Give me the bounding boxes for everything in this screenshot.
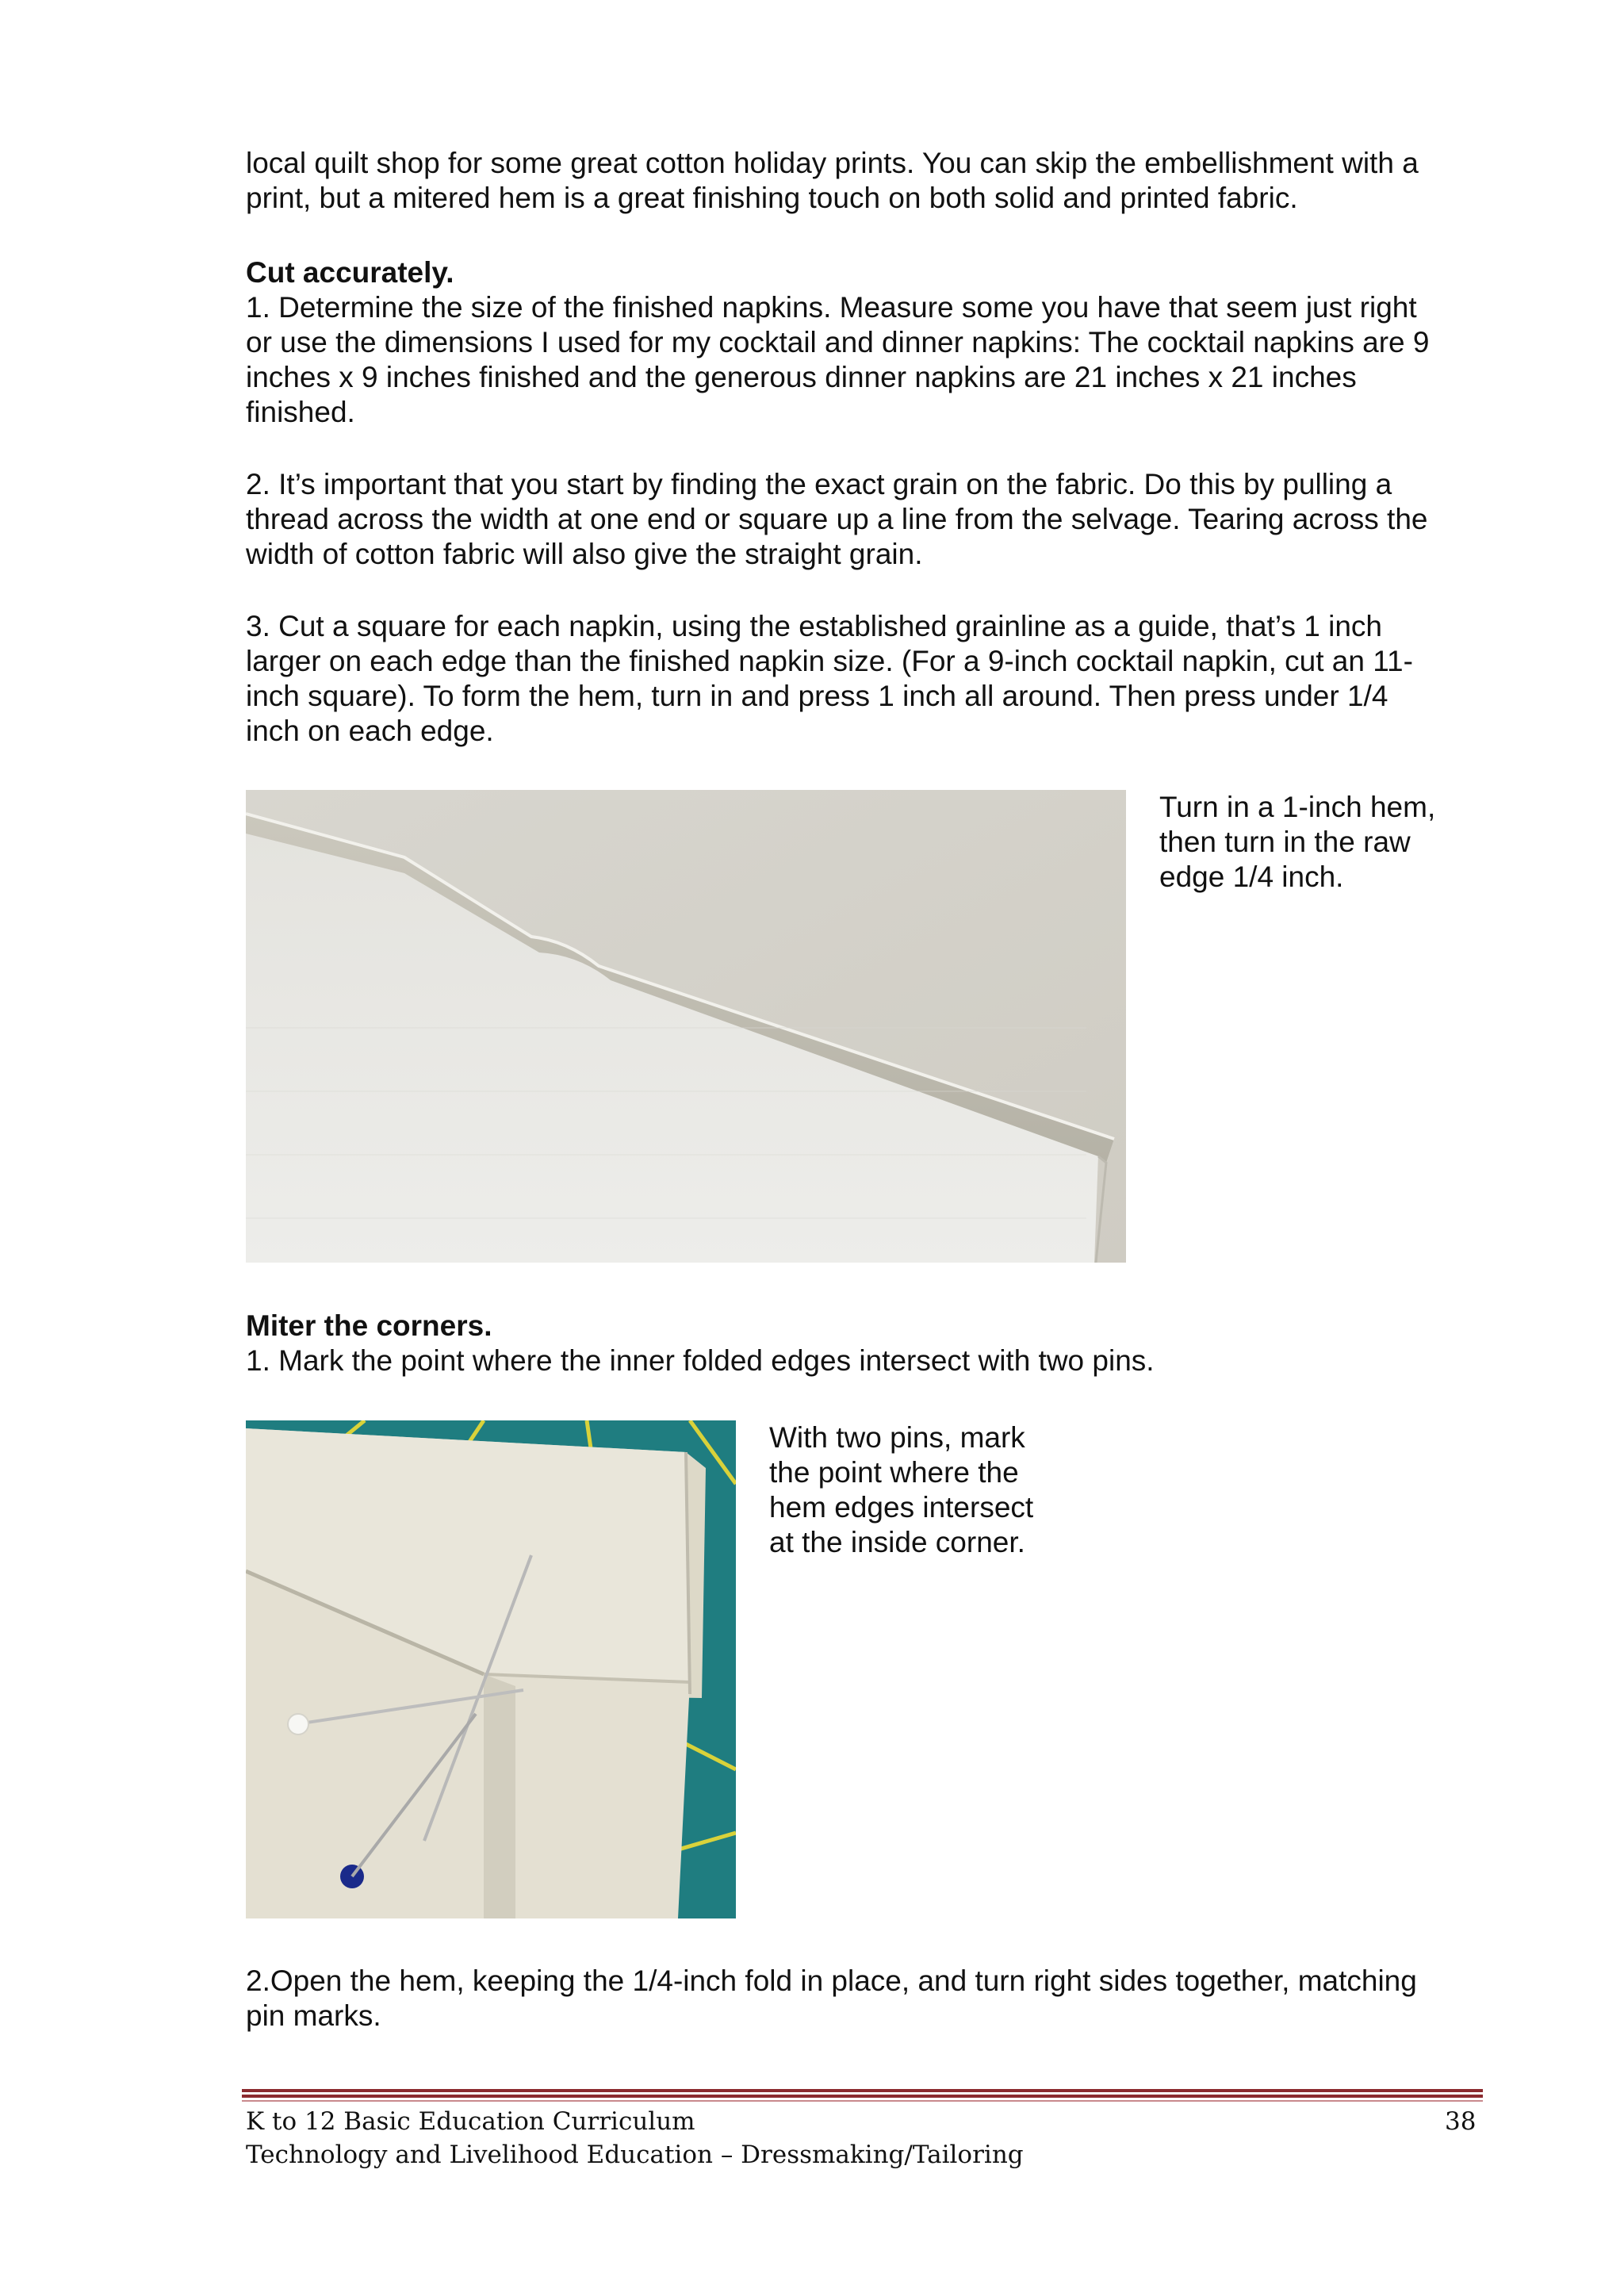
cut-step2-line-2: thread across the width at one end or square up a line from the selvage. Tearing across the	[246, 503, 1428, 535]
cut-step3-line-4: inch on each edge.	[246, 715, 494, 747]
cut-step3-line-2: larger on each edge than the finished napkin size. (For a 9-inch cocktail napkin, cut an 11-	[246, 645, 1413, 677]
miter-step1-text: 1. Mark the point where the inner folded edges intersect with two pins.	[246, 1344, 1155, 1377]
pins-photo-caption-line-4: at the inside corner.	[769, 1526, 1025, 1558]
footer-rule	[242, 2095, 1483, 2098]
footer-subject: Technology and Livelihood Education – Dressmaking/Tailoring	[246, 2141, 1024, 2169]
miter-step2-line-2: pin marks.	[246, 1999, 381, 2032]
pins-photo-caption-line-3: hem edges intersect	[769, 1491, 1034, 1524]
miter-step2-line-1: 2.Open the hem, keeping the 1/4-inch fold in place, and turn right sides together, matching	[246, 1964, 1417, 1997]
page-number: 38	[1445, 2107, 1477, 2136]
footer-rule	[242, 2100, 1483, 2102]
cut-step3-line-1: 3. Cut a square for each napkin, using the established grainline as a guide, that’s 1 inch	[246, 610, 1382, 642]
section-heading-miter: Miter the corners.	[246, 1309, 492, 1342]
section-heading-cut: Cut accurately.	[246, 256, 454, 289]
footer-rule	[242, 2089, 1483, 2092]
cut-step2-line-3: width of cotton fabric will also give the straight grain.	[246, 538, 923, 570]
cut-step2-line-1: 2. It’s important that you start by finding the exact grain on the fabric. Do this by pulling a	[246, 468, 1392, 500]
cut-step1-line-4: finished.	[246, 396, 355, 428]
cut-step3-line-3: inch square). To form the hem, turn in and press 1 inch all around. Then press under 1/4	[246, 680, 1388, 712]
intro-line-1: local quilt shop for some great cotton holiday prints. You can skip the embellishment with a	[246, 147, 1419, 179]
hem-photo-caption-line-3: edge 1/4 inch.	[1159, 861, 1344, 893]
hem-fold-photo	[246, 790, 1126, 1263]
corner-pins-photo	[246, 1420, 736, 1918]
pins-photo-caption-line-1: With two pins, mark	[769, 1421, 1025, 1454]
intro-line-2: print, but a mitered hem is a great finishing touch on both solid and printed fabric.	[246, 182, 1298, 214]
pins-photo-caption-line-2: the point where the	[769, 1456, 1019, 1489]
hem-photo-caption-line-1: Turn in a 1-inch hem,	[1159, 791, 1436, 823]
cut-step1-line-1: 1. Determine the size of the finished napkins. Measure some you have that seem just right	[246, 291, 1417, 324]
cut-step1-line-3: inches x 9 inches finished and the generous dinner napkins are 21 inches x 21 inches	[246, 361, 1357, 393]
footer-curriculum: K to 12 Basic Education Curriculum	[246, 2107, 695, 2136]
hem-photo-caption-line-2: then turn in the raw	[1159, 826, 1411, 858]
cut-step1-line-2: or use the dimensions I used for my cocktail and dinner napkins: The cocktail napkins are 9	[246, 326, 1430, 358]
